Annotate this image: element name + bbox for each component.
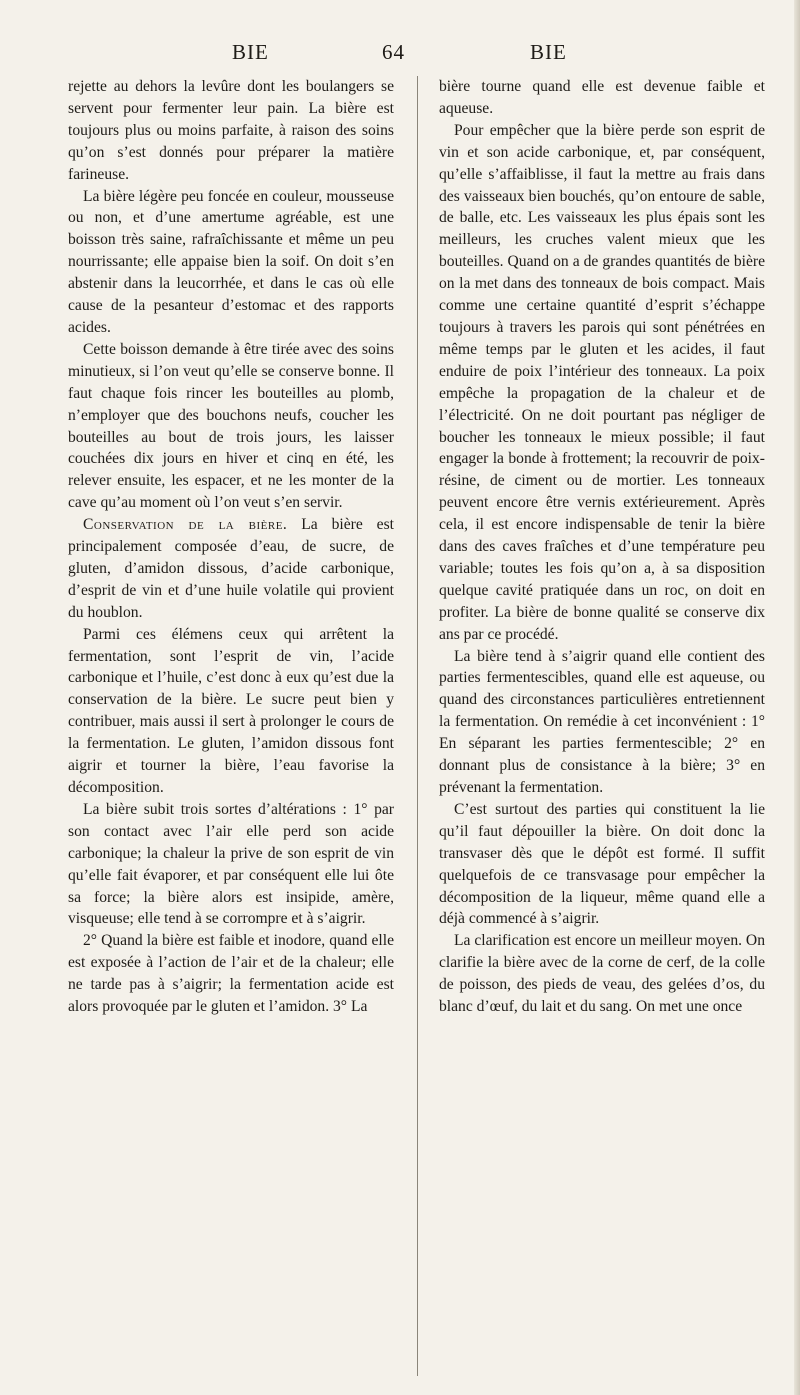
running-head	[0, 40, 800, 64]
paragraph: rejette au dehors la levûre dont les boulangers se servent pour fermenter leur pain. La bière est toujours plus ou moins parfaite, à raison des soins qu’on s’est donnés pour préparer la matière farineuse.	[68, 78, 394, 183]
paragraph: La bière légère peu foncée en couleur, mousseuse ou non, et d’une amertume agréable, est une boisson très saine, rafraîchissante et même un peu nourrissante; elle appaise bien la soif. On doit s’en abstenir dans la leucorrhée, et dans le cas où elle cause de la pesanteur d’estomac et des rapports acides.	[68, 187, 394, 336]
header-right: BIE	[530, 40, 567, 64]
paragraph: C’est surtout des parties qui constituent la lie qu’il faut dépouiller la bière. On doit donc la transvaser dès que le dépôt est formé. Il suffit quelquefois de ce transvasage pour empêcher la décomposition de la liqueur, même quand elle a déjà commencé à s’aigrir.	[439, 800, 765, 928]
right-column	[439, 76, 765, 1018]
header-left: BIE	[232, 40, 269, 64]
page-number: 64	[382, 40, 405, 64]
paragraph: La bière tend à s’aigrir quand elle contient des parties fermentescibles, quand elle est aqueuse, ou quand des circonstances particulières entretiennent la fermentation. On remédie à cet inconvénient : 1° En séparant les parties fermentescible; 2° en donnant plus de consistance à la bière; 3° en prévenant la fermentation.	[439, 647, 765, 796]
paragraph: 2° Quand la bière est faible et inodore, quand elle est exposée à l’action de l’air et de la chaleur; elle ne tarde pas à s’aigrir; la fermentation acide est alors provoquée par le gluten et l’amidon. 3° La	[68, 932, 394, 1016]
paragraph: Pour empêcher que la bière perde son esprit de vin et son acide carbonique, et, par conséquent, qu’elle s’affaiblisse, il faut la mettre au frais dans des vaisseaux bien bouchés, qu’on entoure de sable, de balle, etc. Les vaisseaux les plus épais sont les meilleurs, les cruches valent mieux que les bouteilles. Quand on a de grandes quantités de bière on la met dans des tonneaux de bois compact. Mais comme une certaine quantité d’esprit s’échappe toujours à travers les parois qui sont pénétrées en même temps par le gluten et les acides, il faut enduire de poix l’intérieur des tonneaux. La poix empêche la propagation de la chaleur et de l’électricité. On ne doit pourtant pas négliger de boucher les tonneaux le mieux possible; il faut engager la bonde à frottement; la recouvrir de poix-résine, de ciment ou de mortier. Les tonneaux peuvent encore être vernis extérieurement. Après cela, il est encore indispensable de tenir la bière dans des caves fraîches et d’une température peu variable; toutes les fois qu’on a, à sa disposition quelque cavité pratiquée dans un roc, on doit en profiter. La bière de bonne qualité se conserve dix ans par ce procédé.	[439, 121, 765, 643]
paragraph: Parmi ces élémens ceux qui arrêtent la fermentation, sont l’esprit de vin, l’acide carbonique et l’huile, c’est donc à eux qu’est due la conservation de la bière. Le sucre peut bien y contribuer, mais aussi il sert à prolonger le cours de la fermentation. Le gluten, l’amidon dissous font aigrir et tourner la bière, l’eau favorise la décomposition.	[68, 625, 394, 796]
section-heading: Conservation de la bière.	[83, 516, 288, 534]
paragraph	[68, 514, 394, 624]
page-edge	[794, 0, 800, 1395]
left-column	[68, 76, 394, 1018]
paragraph: bière tourne quand elle est devenue faible et aqueuse.	[439, 78, 765, 117]
paragraph: La bière subit trois sortes d’altérations : 1° par son contact avec l’air elle perd son acide carbonique; la chaleur la prive de son esprit de vin qu’elle fait évaporer, et par conséquent elle lui ôte sa force; la bière alors est insipide, amère, visqueuse; elle tend à se corrompre et à s’aigrir.	[68, 800, 394, 928]
paragraph: Cette boisson demande à être tirée avec des soins minutieux, si l’on veut qu’elle se conserve bonne. Il faut chaque fois rincer les bouteilles au plomb, n’employer que des bouchons neufs, coucher les bouteilles au bout de trois jours, les laisser couchées dix jours en hiver et cinq en été, les relever ensuite, les espacer, et ne les monter de la cave qu’au moment où l’on veut s’en servir.	[68, 340, 394, 512]
paragraph: La clarification est encore un meilleur moyen. On clarifie la bière avec de la corne de cerf, de la colle de poisson, des pieds de veau, des gelées d’os, du blanc d’œuf, du lait et du sang. On met une once	[439, 932, 765, 1016]
paragraph-body: La bière est principalement composée d’eau, de sucre, de gluten, d’amidon dissous, d’acide carbonique, d’esprit de vin et d’une huile volatile qui provient du houblon.	[68, 516, 394, 621]
column-divider	[417, 76, 418, 1376]
